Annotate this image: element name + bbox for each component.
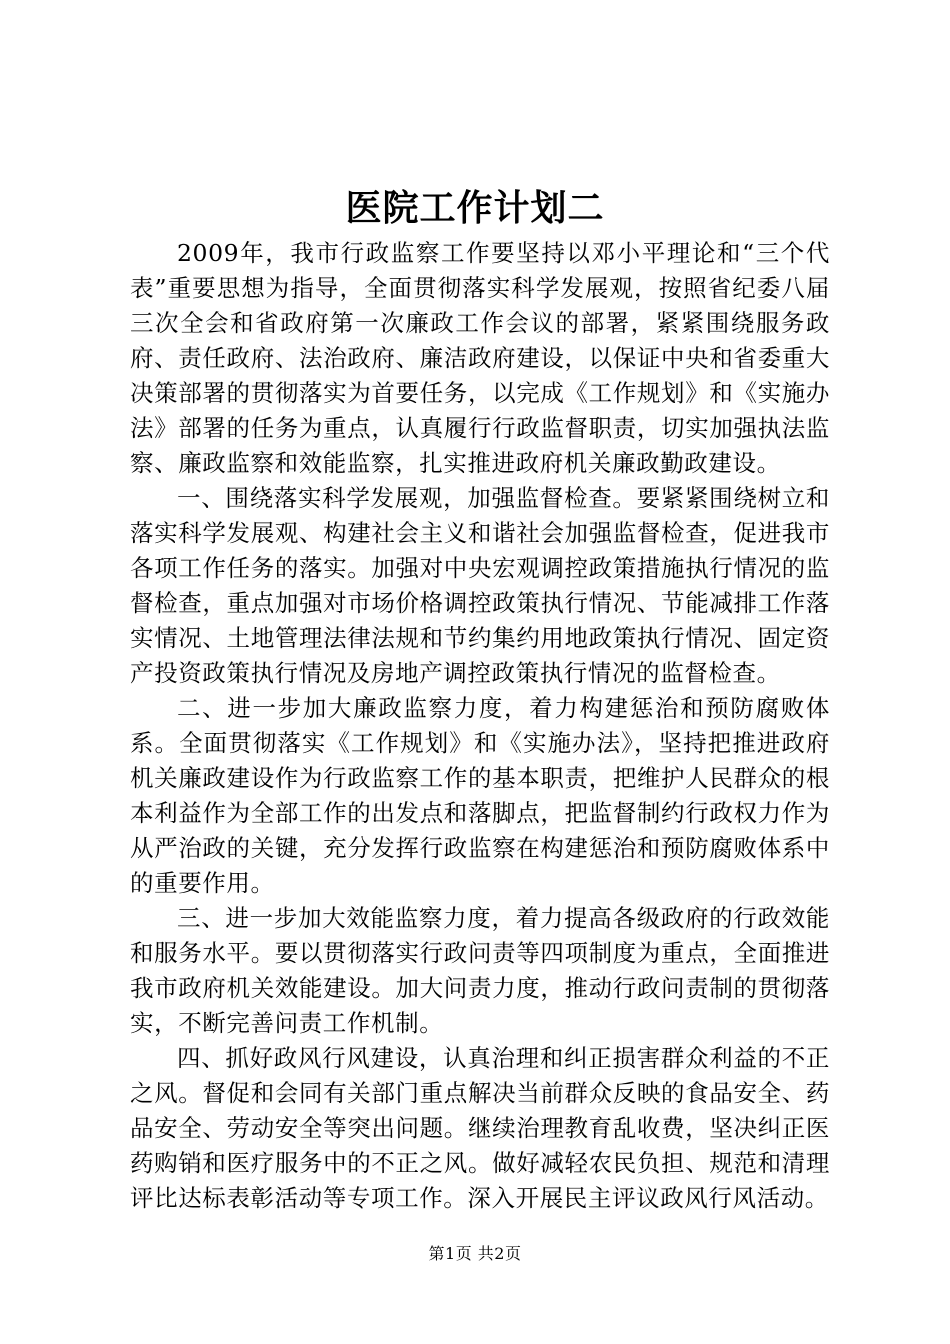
paragraph-section-2: 二、进一步加大廉政监察力度，着力构建惩治和预防腐败体系。全面贯彻落实《工作规划》和《实施办法》，坚持把推进政府机关廉政建设作为行政监察工作的基本职责，把维护人民群众的根本利益作为全部工作的出发点和落脚点，把监督制约行政权力作为从严治政的关键，充分发挥行政监察在构建惩治和预防腐败体系中的重要作用。 <box>130 694 830 897</box>
paragraph-section-4: 四、抓好政风行风建设，认真治理和纠正损害群众利益的不正之风。督促和会同有关部门重点解决当前群众反映的食品安全、药品安全、劳动安全等突出问题。继续治理教育乱收费，坚决纠正医药购销和医疗服务中的不正之风。做好减轻农民负担、规范和清理评比达标表彰活动等专项工作。深入开展民主评议政风行风活动。 <box>130 1044 830 1212</box>
paragraph-section-3: 三、进一步加大效能监察力度，着力提高各级政府的行政效能和服务水平。要以贯彻落实行政问责等四项制度为重点，全面推进我市政府机关效能建设。加大问责力度，推动行政问责制的贯彻落实，不断完善问责工作机制。 <box>130 904 830 1037</box>
document-title: 医院工作计划二 <box>345 187 605 229</box>
page-footer <box>0 1243 950 1265</box>
page-number: 第1页 共2页 <box>428 1244 522 1263</box>
document-body <box>130 236 830 1216</box>
paragraph-intro: 2009年，我市行政监察工作要坚持以邓小平理论和“三个代表”重要思想为指导，全面贯彻落实科学发展观，按照省纪委八届三次全会和省政府第一次廉政工作会议的部署，紧紧围绕服务政府、责任政府、法治政府、廉洁政府建设，以保证中央和省委重大决策部署的贯彻落实为首要任务，以完成《工作规划》和《实施办法》部署的任务为重点，认真履行行政监督职责，切实加强执法监察、廉政监察和效能监察，扎实推进政府机关廉政勤政建设。 <box>130 239 830 477</box>
paragraph-section-1: 一、围绕落实科学发展观，加强监督检查。要紧紧围绕树立和落实科学发展观、构建社会主义和谐社会加强监督检查，促进我市各项工作任务的落实。加强对中央宏观调控政策措施执行情况的监督检查，重点加强对市场价格调控政策执行情况、节能减排工作落实情况、土地管理法律法规和节约集约用地政策执行情况、固定资产投资政策执行情况及房地产调控政策执行情况的监督检查。 <box>130 484 830 687</box>
